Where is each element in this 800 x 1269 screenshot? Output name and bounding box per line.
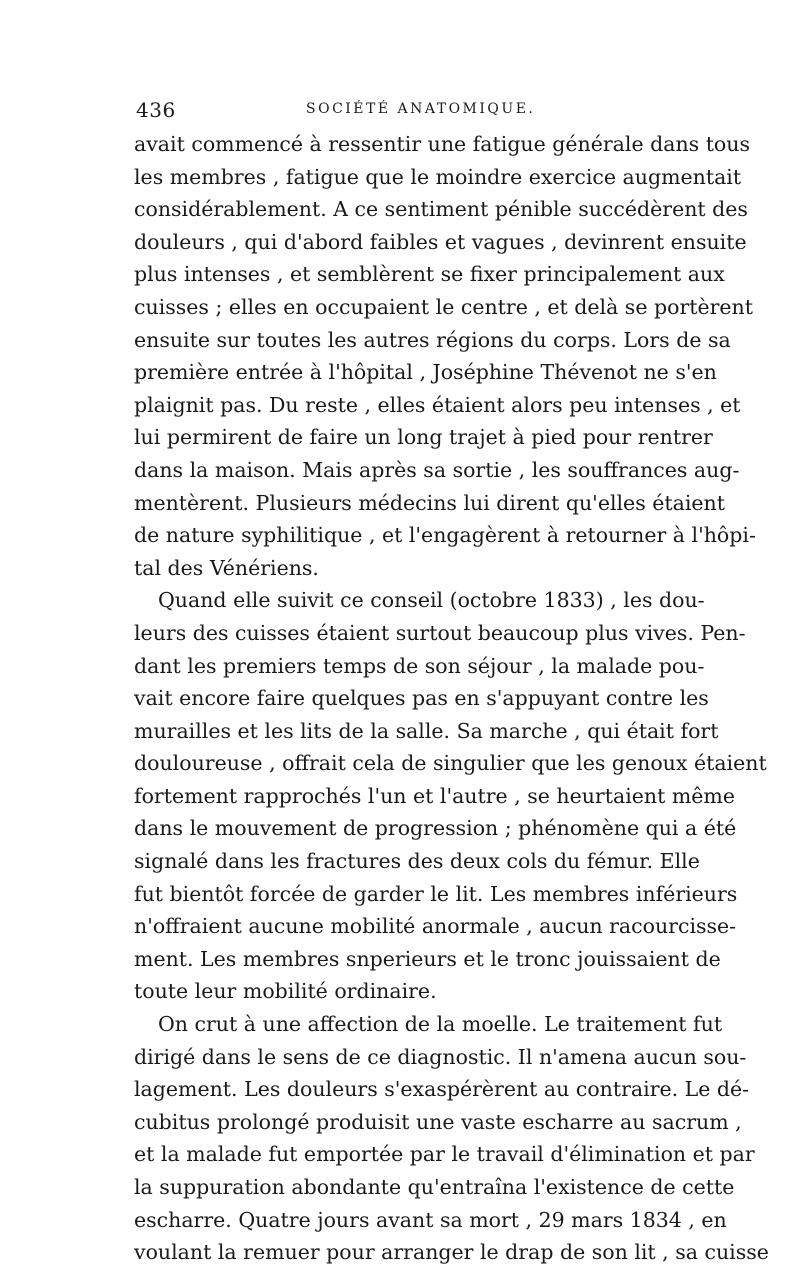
text-line: avait commencé à ressentir une fatigue générale dans tous: [134, 132, 750, 156]
running-head: SOCIÉTÉ ANATOMIQUE.: [306, 101, 536, 117]
text-line: plus intenses , et semblèrent se fixer principalement aux: [134, 262, 725, 287]
text-line-paragraph-end: toute leur mobilité ordinaire.: [134, 979, 437, 1004]
text-line: escharre. Quatre jours avant sa mort , 29 mars 1834 , en: [134, 1207, 727, 1232]
text-line: lui permirent de faire un long trajet à pied pour rentrer: [134, 425, 713, 450]
text-line: dant les premiers temps de son séjour , la malade pou-: [134, 653, 705, 678]
text-line-paragraph-start: Quand elle suivit ce conseil (octobre 1833) , les dou-: [158, 588, 705, 613]
text-line: première entrée à l'hôpital , Joséphine Thévenot ne s'en: [134, 360, 717, 385]
text-line: ensuite sur toutes les autres régions du corps. Lors de sa: [134, 327, 731, 352]
text-line: cubitus prolongé produisit une vaste escharre au sacrum ,: [134, 1109, 742, 1134]
text-line: les membres , fatigue que le moindre exercice augmentait: [134, 164, 742, 189]
page-header: [136, 98, 667, 122]
text-line: cuisses ; elles en occupaient le centre , et delà se portèrent: [134, 294, 753, 319]
text-line: plaignit pas. Du reste , elles étaient alors peu intenses , et: [134, 392, 741, 417]
text-line: la suppuration abondante qu'entraîna l'existence de cette: [134, 1175, 735, 1199]
text-line: fut bientôt forcée de garder le lit. Les membres inférieurs: [134, 881, 738, 906]
text-line: n'offraient aucune mobilité anormale , aucun racourcisse-: [134, 914, 737, 939]
text-line: leurs des cuisses étaient surtout beaucoup plus vives. Pen-: [134, 620, 746, 645]
text-line: et la malade fut emportée par le travail d'élimination et par: [134, 1142, 755, 1167]
text-line: voulant la remuer pour arranger le drap de son lit , sa cuisse: [134, 1240, 769, 1265]
text-line-paragraph-end: tal des Vénériens.: [134, 555, 319, 580]
text-line: douloureuse , offrait cela de singulier que les genoux étaient: [134, 751, 767, 776]
text-line: dans la maison. Mais après sa sortie , les souffrances aug-: [134, 457, 740, 482]
text-line: considérablement. A ce sentiment pénible succédèrent des: [134, 197, 748, 222]
page-number: 436: [136, 98, 176, 122]
text-line-paragraph-start: On crut à une affection de la moelle. Le traitement fut: [158, 1012, 723, 1037]
text-line: murailles et les lits de la salle. Sa marche , qui était fort: [134, 718, 719, 743]
text-line: ment. Les membres snperieurs et le tronc jouissaient de: [134, 946, 721, 971]
text-line: dans le mouvement de progression ; phénomène qui a été: [134, 816, 737, 841]
text-line: douleurs , qui d'abord faibles et vagues , devinrent ensuite: [134, 229, 747, 254]
text-line: vait encore faire quelques pas en s'appuyant contre les: [134, 686, 709, 711]
text-line: fortement rapprochés l'un et l'autre , se heurtaient même: [134, 783, 735, 808]
text-line: signalé dans les fractures des deux cols du fémur. Elle: [134, 849, 700, 874]
text-line: mentèrent. Plusieurs médecins lui dirent qu'elles étaient: [134, 490, 725, 515]
body-text: [134, 128, 769, 1269]
text-line: lagement. Les douleurs s'exaspérèrent au contraire. Le dé-: [134, 1077, 750, 1102]
text-line: de nature syphilitique , et l'engagèrent à retourner à l'hôpi-: [134, 523, 756, 548]
text-line: dirigé dans le sens de ce diagnostic. Il n'amena aucun sou-: [134, 1044, 747, 1069]
